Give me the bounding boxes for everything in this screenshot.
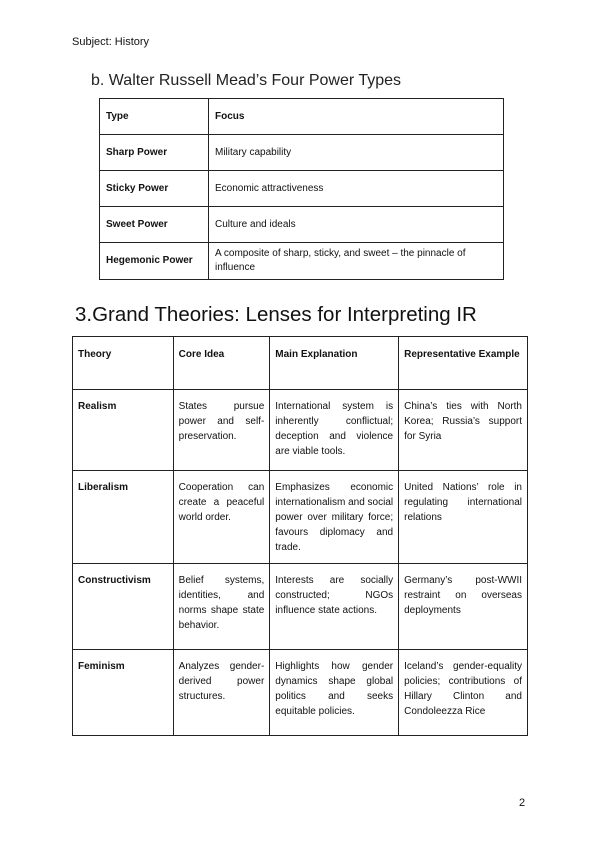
table-row [100, 207, 504, 243]
column-header: Main Explanation [270, 337, 399, 390]
table-row [100, 171, 504, 207]
explanation-cell: International system is inherently conflictual; deception and violence are viable tools. [270, 390, 399, 471]
core-idea-cell: Belief systems, identities, and norms shape state behavior. [173, 564, 270, 650]
table-row [73, 471, 528, 564]
power-type-cell: Sharp Power [100, 135, 209, 171]
power-focus-cell: Economic attractiveness [209, 171, 504, 207]
power-focus-cell: Culture and ideals [209, 207, 504, 243]
column-header: Theory [73, 337, 174, 390]
grand-theories-table [72, 336, 528, 736]
power-types-table [99, 98, 504, 280]
theory-cell: Liberalism [73, 471, 174, 564]
core-idea-cell: Cooperation can create a peaceful world order. [173, 471, 270, 564]
core-idea-cell: States pursue power and self-preservation. [173, 390, 270, 471]
table-row [100, 243, 504, 280]
explanation-cell: Interests are socially constructed; NGOs influence state actions. [270, 564, 399, 650]
power-type-cell: Hegemonic Power [100, 243, 209, 280]
table-row [100, 135, 504, 171]
table-header-row [100, 99, 504, 135]
power-focus-cell: Military capability [209, 135, 504, 171]
table-row [73, 564, 528, 650]
core-idea-cell: Analyzes gender-derived power structures. [173, 650, 270, 736]
example-cell: Iceland’s gender-equality policies; contributions of Hillary Clinton and Condoleezza Rice [399, 650, 528, 736]
power-type-cell: Sticky Power [100, 171, 209, 207]
power-focus-cell: A composite of sharp, sticky, and sweet – the pinnacle of influence [209, 243, 504, 280]
table-row [73, 390, 528, 471]
power-types-heading: b. Walter Russell Mead’s Four Power Types [91, 72, 402, 89]
column-header: Type [100, 99, 209, 135]
example-cell: United Nations’ role in regulating international relations [399, 471, 528, 564]
example-cell: China’s ties with North Korea; Russia’s support for Syria [399, 390, 528, 471]
table-row [73, 650, 528, 736]
explanation-cell: Emphasizes economic internationalism and social power over military force; favours diplomacy and trade. [270, 471, 399, 564]
example-cell: Germany’s post-WWII restraint on overseas deployments [399, 564, 528, 650]
page-number: 2 [519, 797, 526, 809]
column-header: Representative Example [399, 337, 528, 390]
column-header: Focus [209, 99, 504, 135]
table-header-row [73, 337, 528, 390]
explanation-cell: Highlights how gender dynamics shape global politics and seeks equitable policies. [270, 650, 399, 736]
power-type-cell: Sweet Power [100, 207, 209, 243]
subject-label: Subject: History [72, 36, 150, 48]
theory-cell: Realism [73, 390, 174, 471]
column-header: Core Idea [173, 337, 270, 390]
grand-theories-heading: 3.Grand Theories: Lenses for Interpreting IR [75, 303, 477, 326]
theory-cell: Feminism [73, 650, 174, 736]
theory-cell: Constructivism [73, 564, 174, 650]
